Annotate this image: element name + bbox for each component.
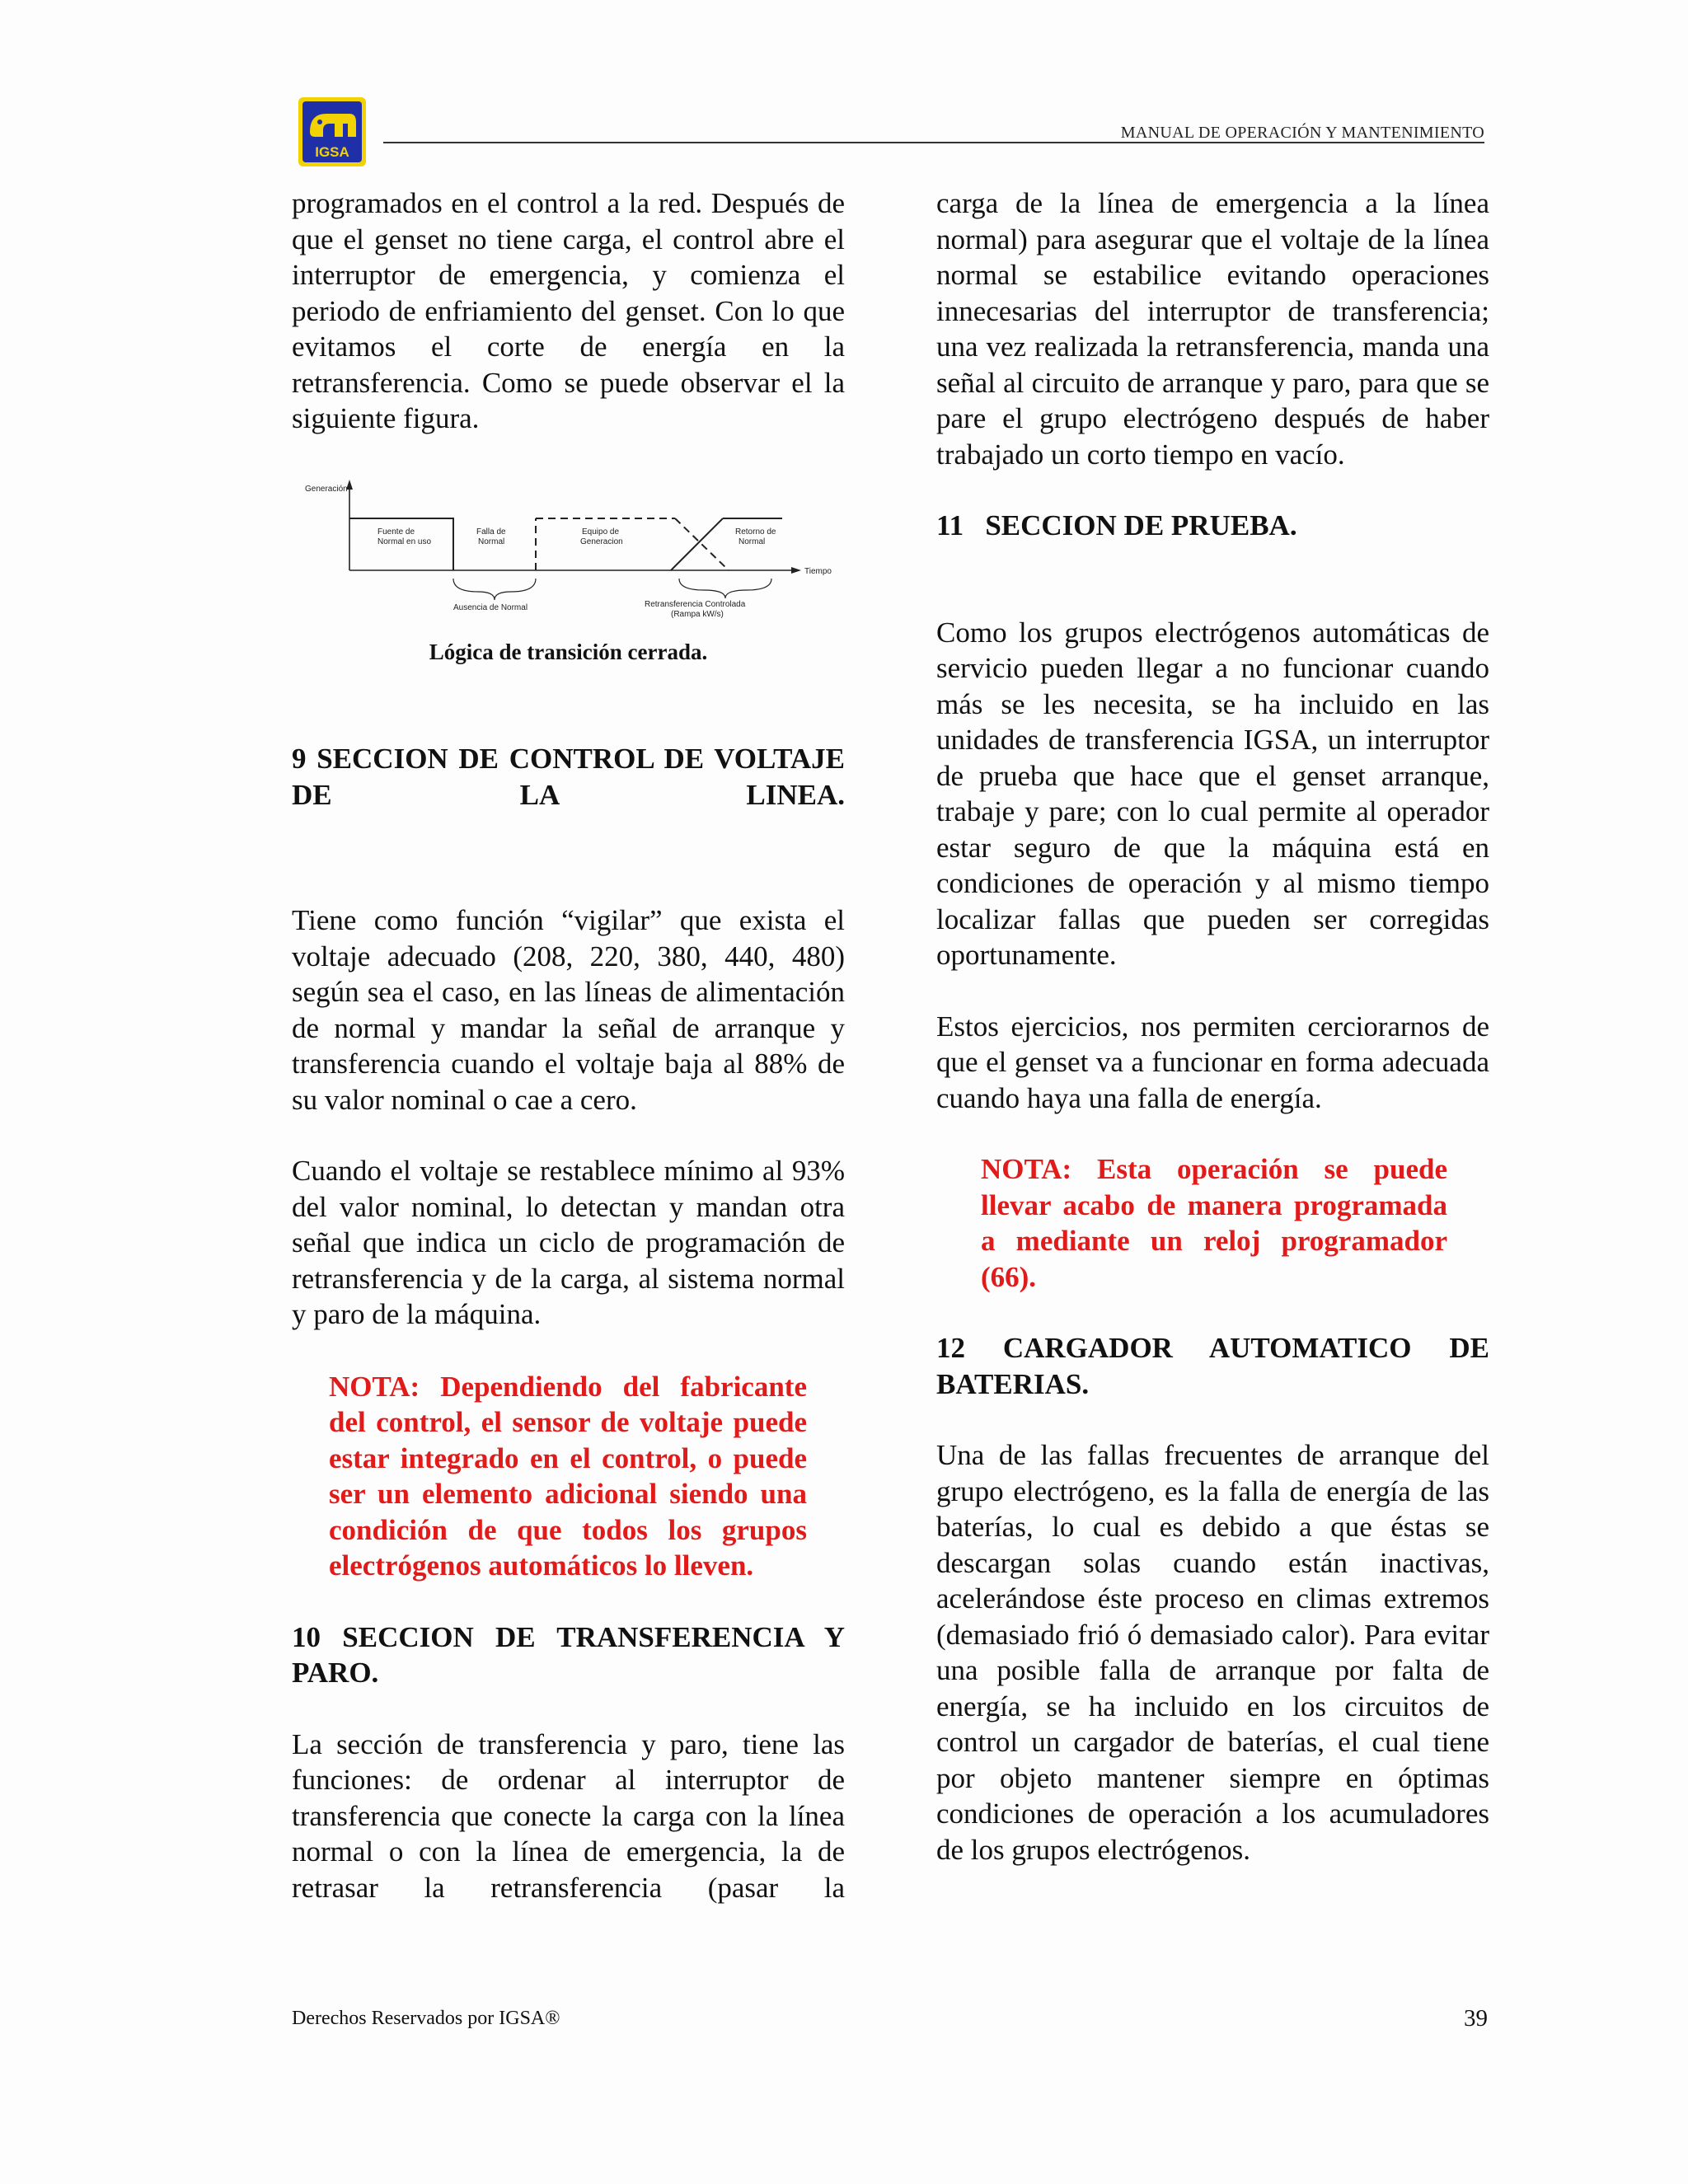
igsa-logo xyxy=(298,97,366,166)
right-column xyxy=(936,185,1489,1868)
box-label-2a: Falla de xyxy=(476,527,506,537)
heading-section-10: 10 SECCION DE TRANSFERENCIA Y PARO. xyxy=(292,1620,845,1689)
note-programmed-test: NOTA: Esta operación se puede llevar acabo de manera programada a mediante un reloj programador (66). xyxy=(981,1153,1447,1293)
box-label-4b: Normal xyxy=(738,537,766,546)
left-paragraph-1: programados en el control a la red. Después de que el genset no tiene carga, el control abre el interruptor de emergencia, y comienza el periodo de enfriamiento del genset. Con lo que evitamos el corte de energía en la retransferencia. Como se puede observar el la siguiente figura. xyxy=(292,187,845,434)
brace-label-2b: (Rampa kW/s) xyxy=(671,609,724,619)
figure-caption: Lógica de transición cerrada. xyxy=(429,639,708,664)
note-voltage-sensor: NOTA: Dependiendo del fabricante del control, el sensor de voltaje puede estar integrado en el control, o puede ser un elemento adicional siendo una condición de que todos los grupos electrógenos automáticos lo lleven. xyxy=(329,1370,807,1582)
x-axis-label: Tiempo xyxy=(804,566,832,576)
heading-section-9: 9 SECCION DE CONTROL DE VOLTAJE DE LA LINEA. xyxy=(292,743,845,811)
heading-section-11: 11 SECCION DE PRUEBA. xyxy=(936,509,1297,541)
right-paragraph-4: Una de las fallas frecuentes de arranque del grupo electrógeno, es la falla de energía de las baterías, lo cual es debido a que éstas se descargan solas cuando están inactivas, acelerándose éste proceso en climas extremos (demasiado frió ó demasiado calor). Para evitar una posible falla de arranque por falta de energía, se ha incluido en los circuitos de control un cargador de baterías, el cual tiene por objeto mantener siempre en óptimas condiciones de operación a los acumuladores de los grupos electrógenos. xyxy=(936,1439,1489,1866)
brace-label-2a: Retransferencia Controlada xyxy=(645,599,746,609)
logo-text: IGSA xyxy=(315,144,349,160)
header-rule xyxy=(383,142,1484,143)
box-label-4a: Retorno de xyxy=(735,527,776,537)
header-title: MANUAL DE OPERACIÓN Y MANTENIMIENTO xyxy=(1120,124,1484,142)
right-paragraph-2: Como los grupos electrógenos automáticas de servicio pueden llegar a no funcionar cuando más se les necesita, se ha incluido en las unidades de transferencia IGSA, un interruptor de prueba que hace que el genset arranque, trabaje y pare; con lo cual permite al operador estar seguro de que la máquina está en condiciones de operación y al mismo tiempo localizar fallas que pueden ser corregidas oportunamente. xyxy=(936,616,1489,971)
left-column xyxy=(292,185,845,1905)
heading-section-12: 12 CARGADOR AUTOMATICO DE BATERIAS. xyxy=(936,1332,1489,1400)
left-paragraph-3: Cuando el voltaje se restablece mínimo al 93% del valor nominal, lo detectan y mandan otra señal que indica un ciclo de programación de retransferencia y de la carga, al sistema normal y paro de la máquina. xyxy=(292,1155,845,1330)
box-label-1a: Fuente de xyxy=(377,527,415,537)
left-paragraph-2: Tiene como función “vigilar” que exista el voltaje adecuado (208, 220, 380, 440, 480) según sea el caso, en las líneas de alimentación de normal y mandar la señal de arranque y transferencia cuando el voltaje baja al 88% de su valor nominal o cae a cero. xyxy=(292,904,845,1116)
page-number: 39 xyxy=(1464,2005,1488,2032)
box-label-1b: Normal en uso xyxy=(377,537,432,546)
box-label-3b: Generacion xyxy=(580,537,623,546)
y-axis-label: Generación xyxy=(305,484,348,494)
footer-copyright: Derechos Reservados por IGSA® xyxy=(292,2008,560,2029)
right-paragraph-3: Estos ejercicios, nos permiten cerciorarnos de que el genset va a funcionar en forma adecuada cuando haya una falla de energía. xyxy=(936,1010,1489,1114)
box-label-3a: Equipo de xyxy=(582,527,620,537)
left-paragraph-4: La sección de transferencia y paro, tiene las funciones: de ordenar al interruptor de transferencia que conecte la carga con la línea normal o con la línea de emergencia, la de retrasar la retransferencia (pasar la xyxy=(292,1727,845,1904)
transition-diagram xyxy=(292,478,845,625)
right-paragraph-1: carga de la línea de emergencia a la línea normal) para asegurar que el voltaje de la línea normal se estabilice evitando operaciones innecesarias del interruptor de transferencia; una vez realizada la retransferencia, manda una señal al circuito de arranque y paro, para que se pare el grupo electrógeno después de haber trabajado un corto tiempo en vacío. xyxy=(936,187,1489,471)
box-label-2b: Normal xyxy=(478,537,505,546)
brace-label-1: Ausencia de Normal xyxy=(453,602,528,612)
